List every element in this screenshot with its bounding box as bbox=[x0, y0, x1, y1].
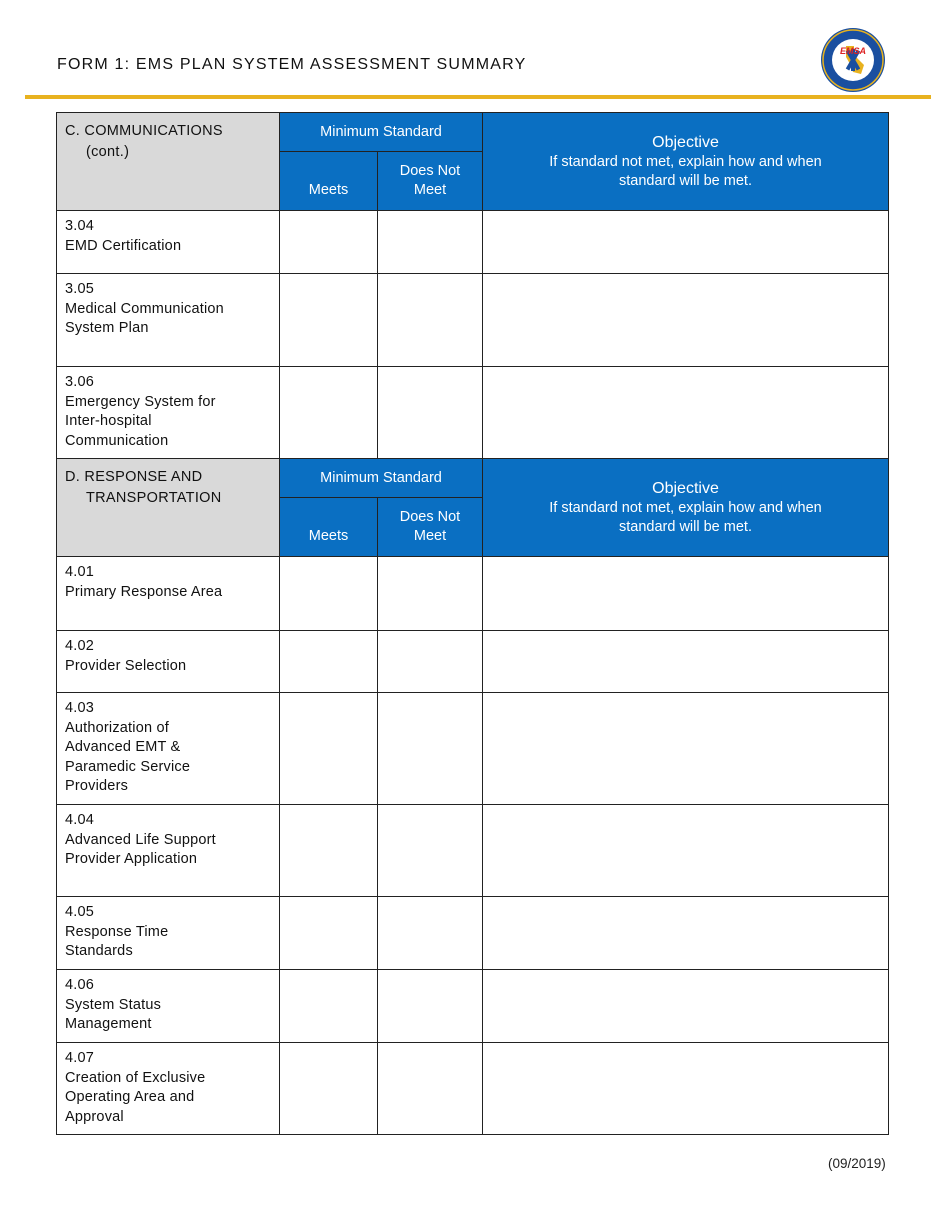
standard-label: 4.02Provider Selection bbox=[57, 631, 280, 693]
meets-cell[interactable] bbox=[280, 1043, 378, 1135]
standard-label: 4.07Creation of Exclusive Operating Area and Approval bbox=[57, 1043, 280, 1135]
objective-line1: If standard not met, explain how and when bbox=[549, 499, 822, 516]
section-header-response-transport bbox=[57, 459, 280, 557]
meets-cell[interactable] bbox=[280, 367, 378, 459]
meets-cell[interactable] bbox=[280, 897, 378, 970]
standard-label: 4.05Response Time Standards bbox=[57, 897, 280, 970]
table-row bbox=[57, 897, 889, 970]
objective-cell[interactable] bbox=[483, 274, 889, 367]
meets-header: Meets bbox=[280, 152, 378, 211]
table-row bbox=[57, 274, 889, 367]
does-not-meet-header: Does Not Meet bbox=[378, 152, 483, 211]
does-not-meet-cell[interactable] bbox=[378, 557, 483, 631]
objective-cell[interactable] bbox=[483, 693, 889, 805]
objective-title: Objective bbox=[652, 479, 719, 497]
emsa-logo bbox=[820, 27, 886, 93]
does-not-meet-cell[interactable] bbox=[378, 274, 483, 367]
does-not-meet-cell[interactable] bbox=[378, 693, 483, 805]
meets-cell[interactable] bbox=[280, 631, 378, 693]
does-not-meet-cell[interactable] bbox=[378, 897, 483, 970]
does-not-meet-cell[interactable] bbox=[378, 367, 483, 459]
standard-label: 4.06System Status Management bbox=[57, 970, 280, 1043]
meets-cell[interactable] bbox=[280, 693, 378, 805]
section-title: D. RESPONSE AND bbox=[65, 469, 203, 485]
objective-header bbox=[483, 113, 889, 211]
objective-cell[interactable] bbox=[483, 631, 889, 693]
meets-cell[interactable] bbox=[280, 805, 378, 897]
meets-header: Meets bbox=[280, 498, 378, 557]
meets-cell[interactable] bbox=[280, 970, 378, 1043]
table-row bbox=[57, 211, 889, 274]
standard-label: 3.06Emergency System for Inter-hospital Communication bbox=[57, 367, 280, 459]
logo-text: EMSA bbox=[839, 46, 867, 56]
section-title: C. COMMUNICATIONS bbox=[65, 123, 223, 139]
objective-cell[interactable] bbox=[483, 805, 889, 897]
section-title-cont: TRANSPORTATION bbox=[86, 490, 222, 506]
meets-cell[interactable] bbox=[280, 557, 378, 631]
header-rule bbox=[25, 95, 931, 99]
table-row bbox=[57, 1043, 889, 1135]
objective-line1: If standard not met, explain how and when bbox=[549, 153, 822, 170]
objective-cell[interactable] bbox=[483, 211, 889, 274]
objective-title: Objective bbox=[652, 133, 719, 151]
objective-header bbox=[483, 459, 889, 557]
objective-cell[interactable] bbox=[483, 970, 889, 1043]
assessment-table bbox=[56, 112, 889, 1135]
meets-cell[interactable] bbox=[280, 274, 378, 367]
section-title-cont: (cont.) bbox=[86, 144, 130, 160]
does-not-meet-cell[interactable] bbox=[378, 805, 483, 897]
objective-cell[interactable] bbox=[483, 1043, 889, 1135]
does-not-meet-cell[interactable] bbox=[378, 1043, 483, 1135]
standard-label: 4.01Primary Response Area bbox=[57, 557, 280, 631]
min-standard-header: Minimum Standard bbox=[280, 113, 483, 152]
section-header-communications bbox=[57, 113, 280, 211]
objective-cell[interactable] bbox=[483, 367, 889, 459]
table-row bbox=[57, 970, 889, 1043]
objective-cell[interactable] bbox=[483, 897, 889, 970]
standard-label: 4.03Authorization of Advanced EMT & Paramedic Service Providers bbox=[57, 693, 280, 805]
page-title: FORM 1: EMS PLAN SYSTEM ASSESSMENT SUMMARY bbox=[57, 56, 527, 73]
standard-label: 3.05Medical Communication System Plan bbox=[57, 274, 280, 367]
min-standard-header: Minimum Standard bbox=[280, 459, 483, 498]
does-not-meet-cell[interactable] bbox=[378, 631, 483, 693]
table-row bbox=[57, 367, 889, 459]
revision-date: (09/2019) bbox=[828, 1156, 886, 1171]
objective-line2: standard will be met. bbox=[619, 518, 752, 535]
meets-cell[interactable] bbox=[280, 211, 378, 274]
table-row bbox=[57, 557, 889, 631]
standard-label: 3.04EMD Certification bbox=[57, 211, 280, 274]
objective-cell[interactable] bbox=[483, 557, 889, 631]
table-row bbox=[57, 693, 889, 805]
standard-label: 4.04Advanced Life Support Provider Application bbox=[57, 805, 280, 897]
table-row bbox=[57, 631, 889, 693]
objective-line2: standard will be met. bbox=[619, 172, 752, 189]
table-row bbox=[57, 805, 889, 897]
does-not-meet-header: Does Not Meet bbox=[378, 498, 483, 557]
does-not-meet-cell[interactable] bbox=[378, 211, 483, 274]
does-not-meet-cell[interactable] bbox=[378, 970, 483, 1043]
